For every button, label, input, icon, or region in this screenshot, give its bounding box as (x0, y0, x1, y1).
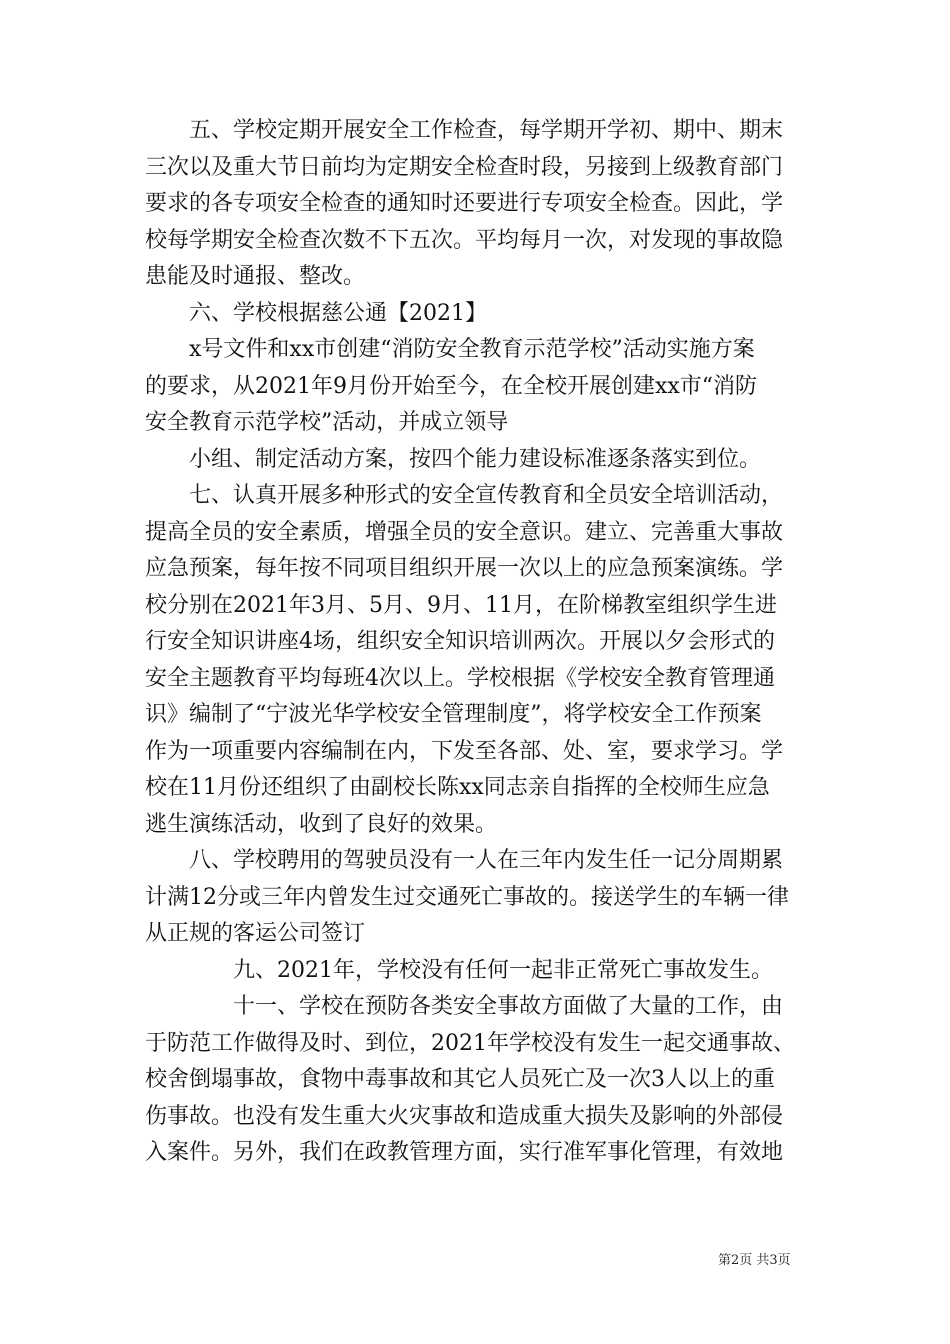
text-line: 从正规的客运公司签订 (145, 921, 366, 946)
body-text (145, 113, 805, 1172)
text-line: 安全主题教育平均每班4次以上。学校根据《学校安全教育管理通 (145, 665, 775, 691)
text-line: 患能及时通报、整改。 (145, 264, 366, 289)
text-line: 校舍倒塌事故，食物中毒事故和其它人员死亡及一次3人以上的重 (145, 1067, 775, 1092)
text-line: 提高全员的安全素质，增强全员的安全意识。建立、完善重大事故 (145, 519, 784, 545)
text-line: 作为一项重要内容编制在内，下发至各部、处、室，要求学习。学 (145, 738, 784, 764)
text-line: 六、学校根据慈公通【2021】 (145, 300, 487, 326)
text-line: 小组、制定活动方案，按四个能力建设标准逐条落实到位。 (145, 446, 762, 472)
text-line: 安全教育示范学校”活动，并成立领导 (145, 410, 509, 435)
text-line: 要求的各专项安全检查的通知时还要进行专项安全检查。因此，学 (145, 191, 784, 216)
paragraph-p6 (145, 296, 805, 479)
text-line: 九、2021年，学校没有任何一起非正常死亡事故发生。 (145, 957, 773, 983)
text-line: 十一、学校在预防各类安全事故方面做了大量的工作，由 (145, 994, 784, 1019)
text-line: 三次以及重大节日前均为定期安全检查时段，另接到上级教育部门 (145, 154, 784, 180)
paragraph-p8 (145, 843, 805, 953)
text-line: 逃生演练活动，收到了良好的效果。 (145, 811, 498, 837)
text-line: 五、学校定期开展安全工作检查，每学期开学初、期中、期末 (145, 118, 784, 143)
text-line: x号文件和xx市创建“消防安全教育示范学校”活动实施方案 (145, 337, 755, 362)
text-line: 八、学校聘用的驾驶员没有一人在三年内发生任一记分周期累 (145, 848, 784, 873)
text-line: 应急预案，每年按不同项目组织开展一次以上的应急预案演练。学 (145, 556, 784, 581)
text-line: 计满12分或三年内曾发生过交通死亡事故的。接送学生的车辆一律 (145, 884, 789, 910)
text-line: 行安全知识讲座4场，组织安全知识培训两次。开展以夕会形式的 (145, 629, 775, 654)
paragraph-p5 (145, 113, 805, 296)
text-line: 校在11月份还组织了由副校长陈xx同志亲自指挥的全校师生应急 (145, 775, 770, 800)
text-line: 校每学期安全检查次数不下五次。平均每月一次，对发现的事故隐 (145, 227, 784, 253)
paragraph-p11 (145, 989, 805, 1172)
text-line: 伤事故。也没有发生重大火灾事故和造成重大损失及影响的外部侵 (145, 1103, 784, 1129)
text-line: 于防范工作做得及时、到位，2021年学校没有发生一起交通事故、 (145, 1030, 795, 1056)
paragraph-p7 (145, 478, 805, 843)
page-footer: 第2页 共3页 (718, 1253, 791, 1268)
paragraph-p9 (145, 953, 805, 990)
text-line: 七、认真开展多种形式的安全宣传教育和全员安全培训活动， (145, 483, 784, 508)
text-line: 识》编制了“宁波光华学校安全管理制度”，将学校安全工作预案 (145, 702, 762, 727)
text-line: 入案件。另外，我们在政教管理方面，实行准军事化管理，有效地 (145, 1140, 784, 1165)
text-line: 的要求，从2021年9月份开始至今，在全校开展创建xx市“消防 (145, 373, 758, 399)
text-line: 校分别在2021年3月、5月、9月、11月，在阶梯教室组织学生进 (145, 592, 777, 618)
